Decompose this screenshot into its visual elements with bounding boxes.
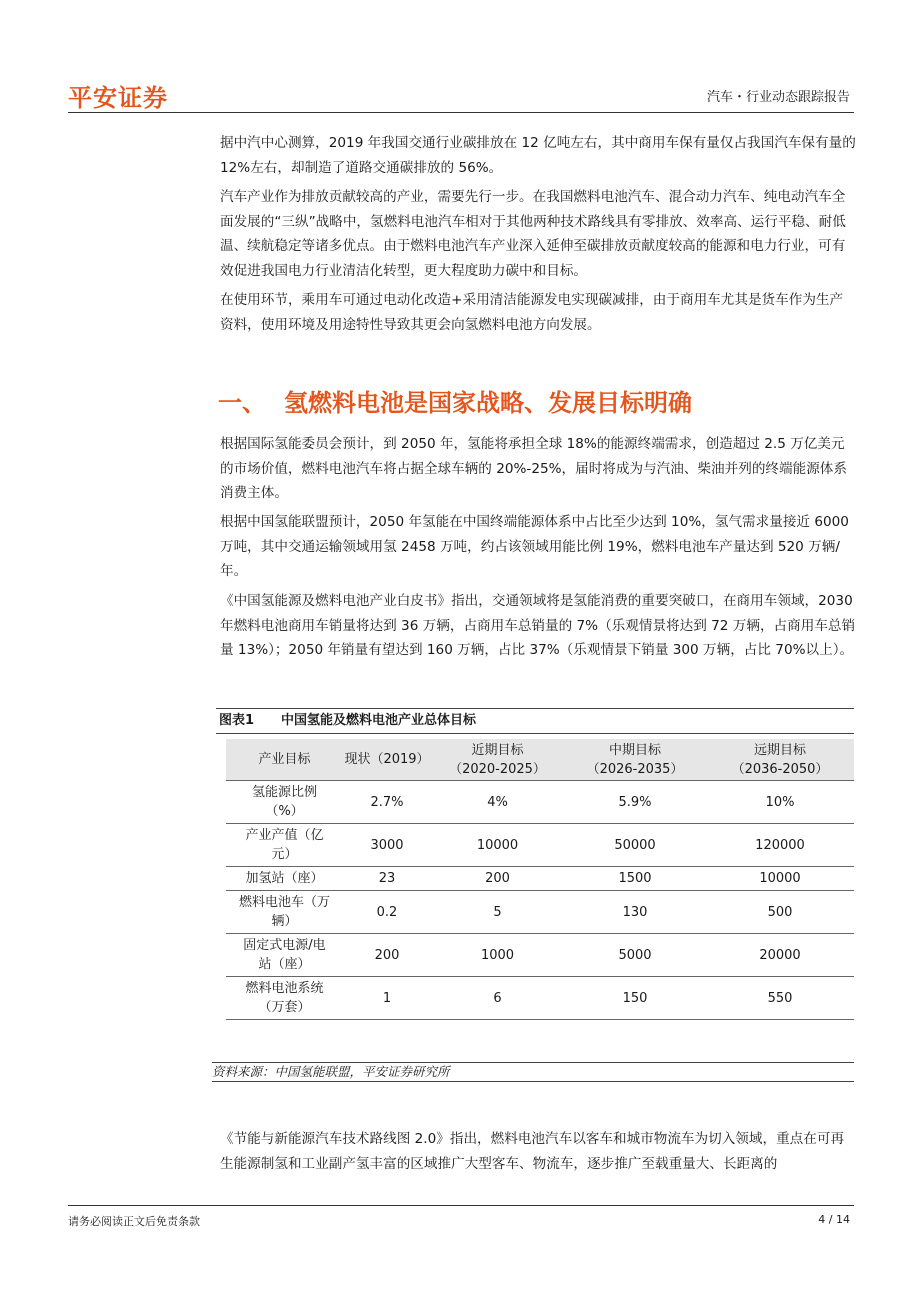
- cell-current: 2.7%: [343, 781, 431, 824]
- cell-current: 200: [343, 934, 431, 977]
- table-header-row: [226, 739, 854, 781]
- cell-near: 200: [431, 867, 564, 891]
- cell-far: 20000: [706, 934, 854, 977]
- cell-far: 120000: [706, 824, 854, 867]
- table-row: [226, 977, 854, 1020]
- section-number: 一、: [218, 389, 266, 417]
- cell-current: 1: [343, 977, 431, 1020]
- section-heading: [218, 383, 692, 418]
- cell-far: 550: [706, 977, 854, 1020]
- paragraph-7: 《节能与新能源汽车技术路线图 2.0》指出，燃料电池汽车以客车和城市物流车为切入领域，重点在可再生能源制氢和工业副产氢丰富的区域推广大型客车、物流车，逐步推广至载重量大、长距离的: [220, 1131, 845, 1172]
- table-row: [226, 781, 854, 824]
- row-label: 燃料电池车（万 辆）: [226, 891, 343, 934]
- targets-table: [226, 739, 854, 1020]
- paragraph-3: 在使用环节，乘用车可通过电动化改造+采用清洁能源发电实现碳减排，由于商用车尤其是货车作为生产资料，使用环境及用途特性导致其更会向氢燃料电池方向发展。: [220, 292, 844, 333]
- cell-near: 6: [431, 977, 564, 1020]
- cell-far: 10000: [706, 867, 854, 891]
- paragraph-1: 据中汽中心测算，2019 年我国交通行业碳排放在 12 亿吨左右，其中商用车保有量仅占我国汽车保有量的 12%左右，却制造了道路交通碳排放的 56%。: [220, 135, 856, 176]
- table-row: [226, 824, 854, 867]
- table-caption-title: 中国氢能及燃料电池产业总体目标: [281, 713, 477, 728]
- cell-far: 500: [706, 891, 854, 934]
- header-cell: 产业目标: [226, 739, 343, 781]
- paragraph-4: 根据国际氢能委员会预计，到 2050 年，氢能将承担全球 18%的能源终端需求，创造超过 2.5 万亿美元的市场价值，燃料电池汽车将占据全球车辆的 20%-25%，届时将成为与汽油、柴油并列的终端能源体系消费主体。: [220, 436, 847, 501]
- report-type: 汽车・行业动态跟踪报告: [706, 90, 850, 105]
- page-number: 4 / 14: [818, 1213, 850, 1226]
- footer-disclaimer: 请务必阅读正文后免责条款: [68, 1215, 200, 1228]
- cell-far: 10%: [706, 781, 854, 824]
- row-label: 加氢站（座）: [226, 867, 343, 891]
- cell-mid: 130: [564, 891, 706, 934]
- company-logo: 平安证券: [68, 84, 168, 112]
- header-cell: 近期目标 （2020-2025）: [431, 739, 564, 781]
- cell-current: 3000: [343, 824, 431, 867]
- header-cell: 现状（2019）: [343, 739, 431, 781]
- cell-mid: 50000: [564, 824, 706, 867]
- cell-current: 23: [343, 867, 431, 891]
- paragraph-2: 汽车产业作为排放贡献较高的产业，需要先行一步。在我国燃料电池汽车、混合动力汽车、纯电动汽车全面发展的“三纵”战略中，氢燃料电池汽车相对于其他两种技术路线具有零排放、效率高、运行平稳、耐低温、续航稳定等诸多优点。由于燃料电池汽车产业深入延伸至碳排放贡献度较高的能源和电力行业，可有效促进我国电力行业清洁化转型，更大程度助力碳中和目标。: [220, 189, 846, 279]
- row-label: 固定式电源/电 站（座）: [226, 934, 343, 977]
- cell-mid: 5000: [564, 934, 706, 977]
- cell-mid: 1500: [564, 867, 706, 891]
- cell-mid: 150: [564, 977, 706, 1020]
- header-cell: 中期目标 （2026-2035）: [564, 739, 706, 781]
- header-divider: [68, 112, 854, 113]
- cell-current: 0.2: [343, 891, 431, 934]
- header-cell: 远期目标 （2036-2050）: [706, 739, 854, 781]
- row-label: 燃料电池系统 （万套）: [226, 977, 343, 1020]
- table-row: [226, 867, 854, 891]
- cell-near: 1000: [431, 934, 564, 977]
- table-caption: [216, 708, 854, 734]
- table-row: [226, 934, 854, 977]
- paragraph-6: 《中国氢能源及燃料电池产业白皮书》指出，交通领域将是氢能消费的重要突破口，在商用车领域，2030 年燃料电池商用车销量将达到 36 万辆，占商用车总销量的 7%（乐观情景将达到 72 万辆，占商用车总销量 13%）；2050 年销量有望达到 160 万辆，占比 37%（乐观情景下销量 300 万辆，占比 70%以上）。: [220, 593, 856, 658]
- paragraph-5: 根据中国氢能联盟预计，2050 年氢能在中国终端能源体系中占比至少达到 10%，氢气需求量接近 6000 万吨，其中交通运输领域用氢 2458 万吨，约占该领域用能比例 19%，燃料电池车产量达到 520 万辆/年。: [220, 514, 849, 579]
- footer-divider: [68, 1205, 854, 1206]
- cell-near: 4%: [431, 781, 564, 824]
- table-source: 资料来源：中国氢能联盟，平安证券研究所: [212, 1062, 854, 1082]
- cell-near: 5: [431, 891, 564, 934]
- table-row: [226, 891, 854, 934]
- cell-mid: 5.9%: [564, 781, 706, 824]
- section-title: 氢燃料电池是国家战略、发展目标明确: [284, 389, 692, 417]
- cell-near: 10000: [431, 824, 564, 867]
- row-label: 产业产值（亿 元）: [226, 824, 343, 867]
- table-caption-label: 图表1: [219, 713, 255, 728]
- row-label: 氢能源比例 （%）: [226, 781, 343, 824]
